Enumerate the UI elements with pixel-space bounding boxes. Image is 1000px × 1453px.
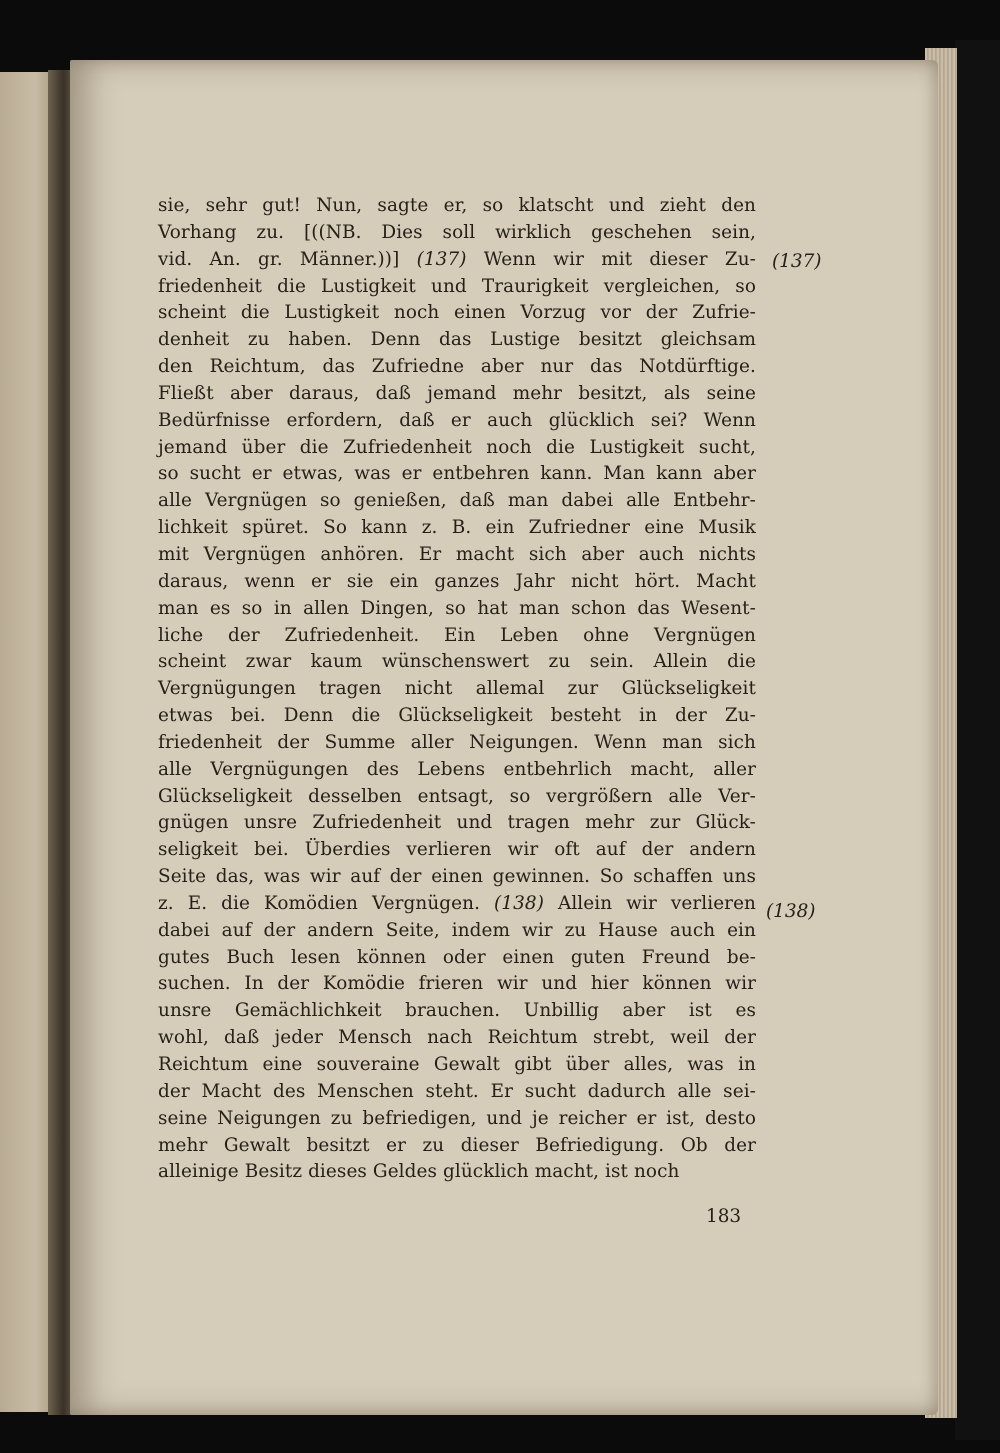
text-line: daraus, wenn er sie ein ganzes Jahr nicht hört. Macht — [158, 570, 756, 592]
text-line: gnügen unsre Zufriedenheit und tragen mehr zur Glück- — [158, 812, 756, 834]
text-line: alleinige Besitz dieses Geldes glücklich macht, ist noch — [158, 1161, 680, 1183]
text-line: so sucht er etwas, was er entbehren kann. Man kann aber — [158, 463, 756, 485]
text-line: gutes Buch lesen können oder einen guten Freund be- — [158, 946, 756, 968]
text-line: Vergnügungen tragen nicht allemal zur Glückseligkeit — [158, 678, 756, 700]
text-line: der Macht des Menschen steht. Er sucht dadurch alle sei- — [158, 1080, 756, 1102]
inline-marker-137: (137) — [416, 248, 467, 270]
text-line: seine Neigungen zu befriedigen, und je reicher er ist, desto — [158, 1107, 756, 1129]
text-line: wohl, daß jeder Mensch nach Reichtum strebt, weil der — [158, 1027, 756, 1049]
text-line: lichkeit spüret. So kann z. B. ein Zufriedner eine Musik — [158, 517, 756, 539]
text-line: suchen. In der Komödie frieren wir und hier können wir — [158, 973, 756, 995]
text-line: dabei auf der andern Seite, indem wir zu Hause auch ein — [158, 919, 756, 941]
text-line: unsre Gemächlichkeit brauchen. Unbillig aber ist es — [158, 1000, 756, 1022]
text-line: z. E. die Komödien Vergnügen. (138) Allein wir verlieren — [158, 892, 756, 914]
text-line: seligkeit bei. Überdies verlieren wir oft auf der andern — [158, 839, 756, 861]
margin-note-138: (138) — [766, 901, 816, 922]
text-line: mit Vergnügen anhören. Er macht sich aber auch nichts — [158, 543, 756, 565]
text-line: vid. An. gr. Männer.))] (137) Wenn wir mit dieser Zu- — [158, 248, 756, 270]
book-cover-edge — [955, 40, 1000, 1440]
text-line: etwas bei. Denn die Glückseligkeit besteht in der Zu- — [158, 705, 756, 727]
text-line: scheint die Lustigkeit noch einen Vorzug vor der Zufrie- — [158, 302, 756, 324]
text-line: Bedürfnisse erfordern, daß er auch glücklich sei? Wenn — [158, 409, 756, 431]
text-line: friedenheit der Summe aller Neigungen. Wenn man sich — [158, 731, 756, 753]
text-line: friedenheit die Lustigkeit und Traurigkeit vergleichen, so — [158, 275, 756, 297]
text-line: man es so in allen Dingen, so hat man schon das Wesent- — [158, 597, 756, 619]
text-line: Fließt aber daraus, daß jemand mehr besitzt, als seine — [158, 382, 756, 404]
text-line: mehr Gewalt besitzt er zu dieser Befriedigung. Ob der — [158, 1134, 756, 1156]
text-line: denheit zu haben. Denn das Lustige besitzt gleichsam — [158, 329, 756, 351]
text-line: Vorhang zu. [((NB. Dies soll wirklich geschehen sein, — [158, 221, 756, 243]
inline-marker-138: (138) — [494, 892, 544, 914]
text-line: Glückseligkeit desselben entsagt, so vergrößern alle Ver- — [158, 785, 756, 807]
page-number: 183 — [706, 1206, 742, 1227]
text-line: Seite das, was wir auf der einen gewinnen. So schaffen uns — [158, 866, 756, 888]
text-line: alle Vergnügen so genießen, daß man dabei alle Entbehr- — [158, 490, 756, 512]
text-line: scheint zwar kaum wünschenswert zu sein. Allein die — [158, 651, 756, 673]
text-line: sie, sehr gut! Nun, sagte er, so klatscht und zieht den — [158, 195, 756, 216]
margin-note-137: (137) — [772, 251, 822, 272]
text-line: jemand über die Zufriedenheit noch die Lustigkeit sucht, — [158, 436, 756, 458]
body-text — [158, 193, 756, 1186]
text-line: Reichtum eine souveraine Gewalt gibt über alles, was in — [158, 1054, 756, 1075]
text-line: liche der Zufriedenheit. Ein Leben ohne Vergnügen — [158, 624, 756, 646]
text-line: alle Vergnügungen des Lebens entbehrlich macht, aller — [158, 758, 756, 780]
text-line: den Reichtum, das Zufriedne aber nur das Notdürftige. — [158, 356, 756, 378]
